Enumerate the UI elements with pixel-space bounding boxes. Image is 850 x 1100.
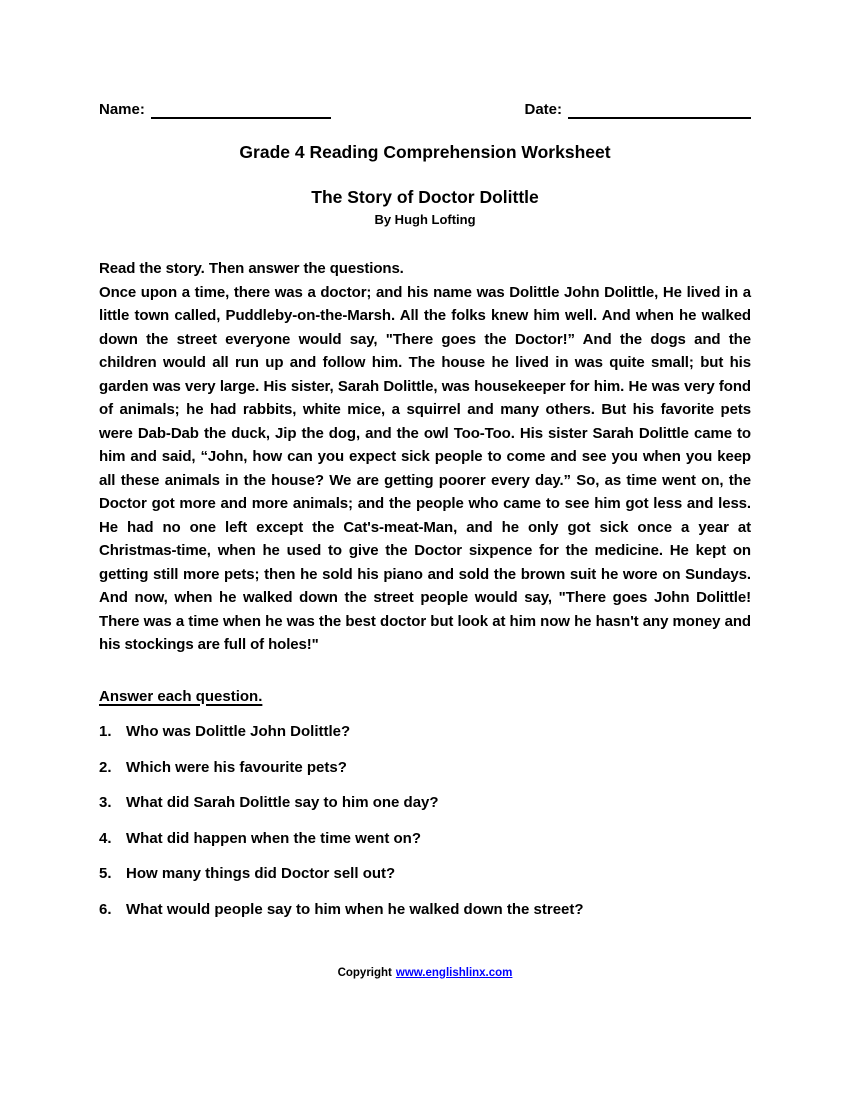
story-block: [99, 257, 751, 657]
question-text: What did happen when the time went on?: [126, 829, 421, 847]
name-date-row: [99, 101, 751, 119]
story-byline: By Hugh Lofting: [374, 212, 476, 227]
question-item-4: [99, 827, 751, 851]
question-number: 3.: [99, 794, 112, 811]
copyright-label: Copyright: [337, 967, 392, 979]
question-item-2: [99, 756, 751, 780]
question-text: What would people say to him when he walked down the street?: [126, 900, 584, 918]
question-number: 2.: [99, 758, 112, 776]
question-text: Which were his favourite pets?: [126, 758, 347, 776]
story-instructions: Read the story. Then answer the questions.: [99, 260, 404, 277]
worksheet-title: Grade 4 Reading Comprehension Worksheet: [239, 142, 611, 162]
question-item-1: [99, 720, 751, 744]
date-field: [524, 101, 751, 119]
story-text: Once upon a time, there was a doctor; and his name was Dolittle John Dolittle, He lived in a little town called, Puddleby-on-the-Marsh. All the folks knew him well. And when he walked down the street everyone would say, "There goes the Doctor!” And the dogs and the children would all run up and follow him. The house he lived in was quite small; but his garden was very large. His sister, Sarah Dolittle, was housekeeper for him. He was very fond of animals; he had rabbits, white mice, a squirrel and many others. But his favorite pets were Dab-Dab the duck, Jip the dog, and the owl Too-Too. His sister Sarah Dolittle came to him and said, “John, how can you expect sick people to come and see you when you keep all these animals in the house? We are getting poorer every day.” So, as time went on, the Doctor got more and more animals; and the people who came to see him got less and less. He had no one left except the Cat's-meat-Man, and he only got sick once a year at Christmas-time, when he used to give the Doctor sixpence for the medicine. He kept on getting still more pets; then he sold his piano and sold the brown suit he wore on Sundays. And now, when he walked down the street people would say, "There goes John Dolittle! There was a time when he was the best doctor but look at him now he hasn't any money and his stockings are full of holes!": [99, 283, 751, 653]
question-number: 1.: [99, 723, 112, 740]
question-number: 4.: [99, 829, 112, 847]
question-item-6: [99, 898, 751, 922]
story-title: The Story of Doctor Dolittle: [311, 187, 539, 207]
name-blank-line: [151, 102, 331, 119]
question-number: 5.: [99, 865, 112, 882]
question-number: 6.: [99, 900, 112, 918]
question-item-3: [99, 791, 751, 815]
englishlinx-link[interactable]: www.englishlinx.com: [395, 967, 513, 979]
name-label: Name:: [99, 101, 145, 118]
question-text: What did Sarah Dolittle say to him one day?: [126, 794, 439, 811]
worksheet-content: [99, 0, 751, 933]
name-field: [99, 101, 331, 119]
date-blank-line: [568, 102, 751, 119]
date-label: Date:: [524, 101, 562, 118]
question-text: How many things did Doctor sell out?: [126, 865, 396, 882]
answer-section-heading: Answer each question.: [99, 687, 263, 705]
copyright-footer: [0, 966, 850, 980]
questions-list: [99, 720, 751, 921]
question-item-5: [99, 862, 751, 886]
question-text: Who was Dolittle John Dolittle?: [126, 723, 351, 740]
